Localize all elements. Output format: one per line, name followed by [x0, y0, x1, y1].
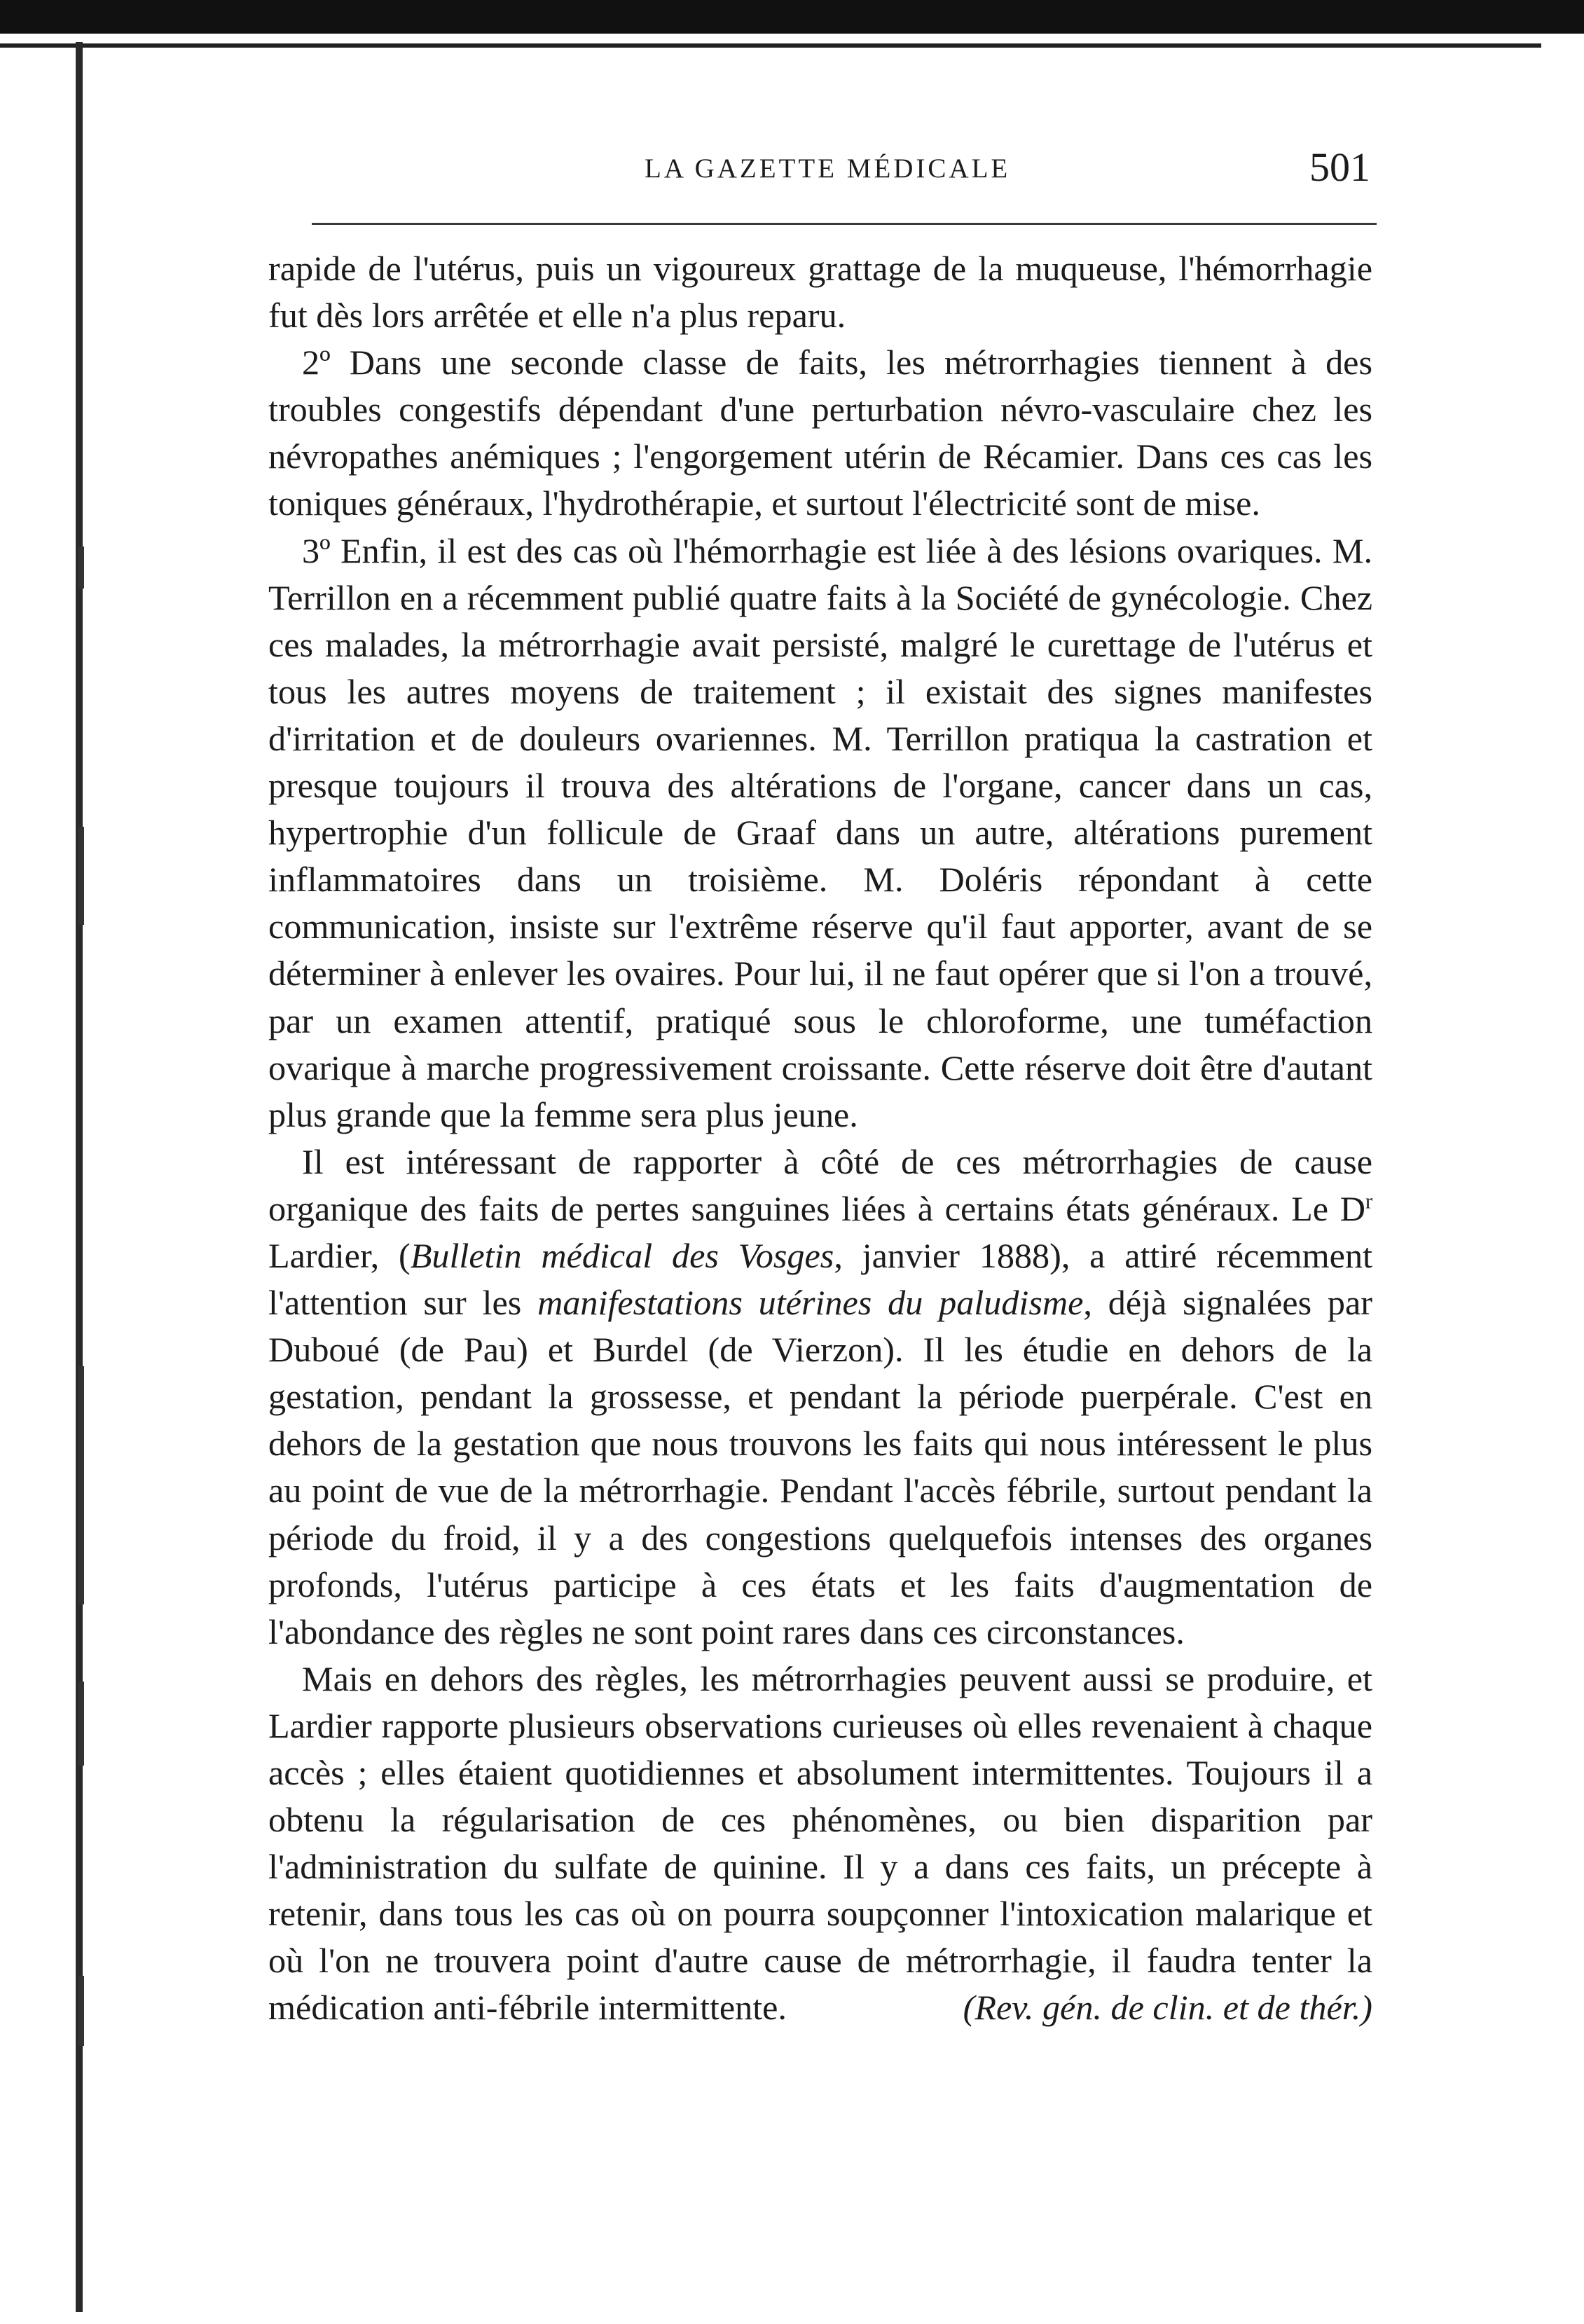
doctor-abbrev-sup: r [1365, 1189, 1372, 1213]
binding-mark [78, 1682, 84, 1766]
paragraph-conclusion [268, 1656, 1372, 2032]
paragraph-text: Mais en dehors des règles, les métrorrhagies peuvent aussi se produire, et Lardier rapporte plusieurs observations curieuses où elles revenaient à chaque accès ; elles étaient quotidiennes et absolument intermittentes. Toujours il a obtenu la régularisation de ces phénomènes, ou bien disparition par l'administration du sulfate de quinine. Il y a dans ces faits, un précepte à retenir, dans tous les cas où on pourra soupçonner l'intoxication malarique et où l'on ne trouvera point d'autre cause de métrorrhagie, il faudra tenter la médication anti-fébrile intermittente. [268, 1658, 1372, 2028]
binding-mark [78, 1976, 84, 2046]
running-title: LA GAZETTE MÉDICALE [645, 153, 1011, 184]
binding-mark [78, 827, 84, 925]
paragraph-paludisme [268, 1139, 1372, 1656]
paragraph-text: Lardier, ( [268, 1235, 411, 1275]
header-rule [312, 223, 1377, 225]
paragraph-text: , déjà signalées par Duboué (de Pau) et Burdel (de Vierzon). Il les étudie en dehors de la gestation, pendant la grossesse, et pendant la période puerpérale. C'est en dehors de la gestation que nous trouvons les faits qui nous intéressent le plus au point de vue de la métrorrhagie. Pendant l'accès fébrile, surtout pendant la période du froid, il y a des congestions quelquefois intenses des organes profonds, l'utérus participe à ces états et les faits d'augmentation de l'abondance des règles ne sont point rares dans ces circonstances. [268, 1283, 1372, 1651]
binding-mark [78, 546, 84, 589]
top-border-thin-rule [0, 43, 1541, 48]
paragraph-second-class [268, 339, 1372, 527]
paragraph-text: , janvier 1888), a attiré récemment l'attention sur les [268, 1235, 1372, 1323]
top-border-rule [0, 0, 1584, 34]
page-number: 501 [1309, 144, 1370, 190]
paragraph-text: Il est intéressant de rapporter à côté de ces métrorrhagies de cause organique des faits de pertes sanguines liées à certains états généraux. Le D [268, 1141, 1372, 1228]
paragraph-text: Enfin, il est des cas où l'hémorrhagie est liée à des lésions ovariques. M. Terrillon en a récemment publié quatre faits à la Société de gynécologie. Chez ces malades, la métrorrhagie avait persisté, malgré le curettage de l'utérus et tous les autres moyens de traitement ; il existait des signes manifestes d'irritation et de douleurs ovariennes. M. Terrillon pratiqua la castration et presque toujours il trouva des altérations de l'organe, cancer dans un cas, hypertrophie d'un follicule de Graaf dans un autre, altérations purement inflammatoires dans un troisième. M. Doléris répondant à cette communication, insiste sur l'extrême réserve qu'il faut apporter, avant de se déterminer à enlever les ovaires. Pour lui, il ne faut opérer que si l'on a trouvé, par un examen attentif, pratiqué sous le chloroforme, une tuméfaction ovarique à marche progressivement croissante. Cette réserve doit être d'autant plus grande que la femme sera plus jeune. [268, 530, 1372, 1134]
source-citation: (Rev. gén. de clin. et de thér.) [963, 1988, 1372, 2028]
paragraph-text: Dans une seconde classe de faits, les métrorrhagies tiennent à des troubles congestifs dépendant d'une perturbation névro-vasculaire chez les névropathes anémiques ; l'engorgement utérin de Récamier. Dans ces cas les toniques généraux, l'hydrothérapie, et surtout l'électricité sont de mise. [268, 343, 1372, 523]
binding-mark [78, 1366, 84, 1604]
left-binding-edge [76, 42, 83, 2312]
article-body [268, 245, 1372, 2032]
ordinal-3: 3º [302, 530, 331, 570]
topic-emphasis: manifestations utérines du paludisme [537, 1283, 1084, 1323]
journal-citation: Bulletin médical des Vosges [410, 1235, 834, 1275]
paragraph-third-class [268, 528, 1372, 1139]
paragraph-continuation: rapide de l'utérus, puis un vigoureux grattage de la muqueuse, l'hémorrhagie fut dès lors arrêtée et elle n'a plus reparu. [268, 249, 1372, 336]
ordinal-2: 2º [302, 343, 331, 383]
